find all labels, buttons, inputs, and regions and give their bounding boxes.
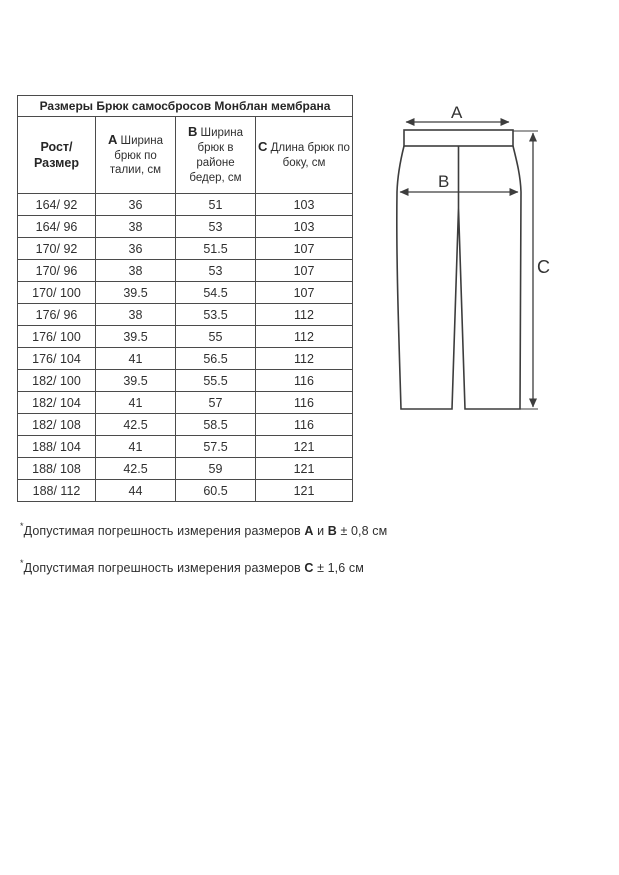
- cell: 58.5: [176, 414, 256, 436]
- cell: 41: [96, 436, 176, 458]
- cell: 170/ 92: [18, 238, 96, 260]
- measure-label-b: B: [438, 172, 450, 191]
- cell: 51.5: [176, 238, 256, 260]
- measure-arrows: [400, 122, 533, 407]
- size-table-body: [18, 194, 353, 502]
- extension-lines: [513, 131, 538, 409]
- cell: 107: [256, 282, 353, 304]
- cell: 121: [256, 436, 353, 458]
- cell: 112: [256, 326, 353, 348]
- cell: 112: [256, 348, 353, 370]
- cell: 164/ 96: [18, 216, 96, 238]
- cell: 176/ 96: [18, 304, 96, 326]
- cell: 164/ 92: [18, 194, 96, 216]
- cell: 53: [176, 216, 256, 238]
- measure-label-a: A: [451, 103, 463, 122]
- cell: 41: [96, 392, 176, 414]
- asterisk: *: [20, 558, 24, 568]
- measure-label-c: C: [537, 257, 550, 277]
- footnote-c: *Допустимая погрешность измерения размеров С ± 1,6 см: [20, 558, 364, 575]
- cell: 38: [96, 304, 176, 326]
- cell: 121: [256, 458, 353, 480]
- cell: 41: [96, 348, 176, 370]
- cell: 44: [96, 480, 176, 502]
- cell: 116: [256, 392, 353, 414]
- pants-diagram: [390, 100, 555, 418]
- asterisk: *: [20, 521, 24, 531]
- cell: 176/ 104: [18, 348, 96, 370]
- cell: 38: [96, 260, 176, 282]
- cell: 188/ 112: [18, 480, 96, 502]
- cell: 103: [256, 194, 353, 216]
- cell: 116: [256, 370, 353, 392]
- cell: 182/ 100: [18, 370, 96, 392]
- letter-b: В: [187, 124, 198, 140]
- cell: 107: [256, 260, 353, 282]
- cell: 39.5: [96, 282, 176, 304]
- cell: 55.5: [176, 370, 256, 392]
- cell: 188/ 108: [18, 458, 96, 480]
- cell: 36: [96, 194, 176, 216]
- table-row: [18, 238, 353, 260]
- cell: 60.5: [176, 480, 256, 502]
- cell: 51: [176, 194, 256, 216]
- cell: 176/ 100: [18, 326, 96, 348]
- cell: 42.5: [96, 414, 176, 436]
- table-row: [18, 392, 353, 414]
- table-row: [18, 436, 353, 458]
- cell: 170/ 100: [18, 282, 96, 304]
- table-row: [18, 370, 353, 392]
- cell: 103: [256, 216, 353, 238]
- cell: 39.5: [96, 326, 176, 348]
- waistband: [404, 130, 513, 146]
- cell: 57.5: [176, 436, 256, 458]
- cell: 57: [176, 392, 256, 414]
- cell: 182/ 108: [18, 414, 96, 436]
- table-row: [18, 480, 353, 502]
- table-title: Размеры Брюк самосбросов Монблан мембрана: [18, 96, 353, 117]
- column-header-size: Рост/Размер: [18, 117, 96, 194]
- column-header-a: А Ширина брюк по талии, см: [96, 117, 176, 194]
- cell: 182/ 104: [18, 392, 96, 414]
- table-row: [18, 260, 353, 282]
- table-row: [18, 414, 353, 436]
- cell: 170/ 96: [18, 260, 96, 282]
- letter-a: А: [107, 131, 118, 147]
- cell: 55: [176, 326, 256, 348]
- column-header-b: В Ширина брюк в районе бедер, см: [176, 117, 256, 194]
- table-row: [18, 304, 353, 326]
- cell: 112: [256, 304, 353, 326]
- cell: 188/ 104: [18, 436, 96, 458]
- table-row: [18, 216, 353, 238]
- cell: 38: [96, 216, 176, 238]
- cell: 42.5: [96, 458, 176, 480]
- cell: 39.5: [96, 370, 176, 392]
- column-header-c: С Длина брюк по боку, см: [256, 117, 353, 194]
- cell: 36: [96, 238, 176, 260]
- cell: 53: [176, 260, 256, 282]
- size-table: [17, 95, 353, 502]
- letter-c: С: [258, 139, 268, 155]
- table-row: [18, 348, 353, 370]
- cell: 59: [176, 458, 256, 480]
- table-row: [18, 458, 353, 480]
- table-row: [18, 326, 353, 348]
- cell: 56.5: [176, 348, 256, 370]
- pants-outline: [397, 130, 521, 409]
- table-row: [18, 282, 353, 304]
- cell: 121: [256, 480, 353, 502]
- cell: 116: [256, 414, 353, 436]
- cell: 53.5: [176, 304, 256, 326]
- footnote-ab: *Допустимая погрешность измерения размеров А и В ± 0,8 см: [20, 521, 388, 538]
- cell: 54.5: [176, 282, 256, 304]
- table-row: [18, 194, 353, 216]
- cell: 107: [256, 238, 353, 260]
